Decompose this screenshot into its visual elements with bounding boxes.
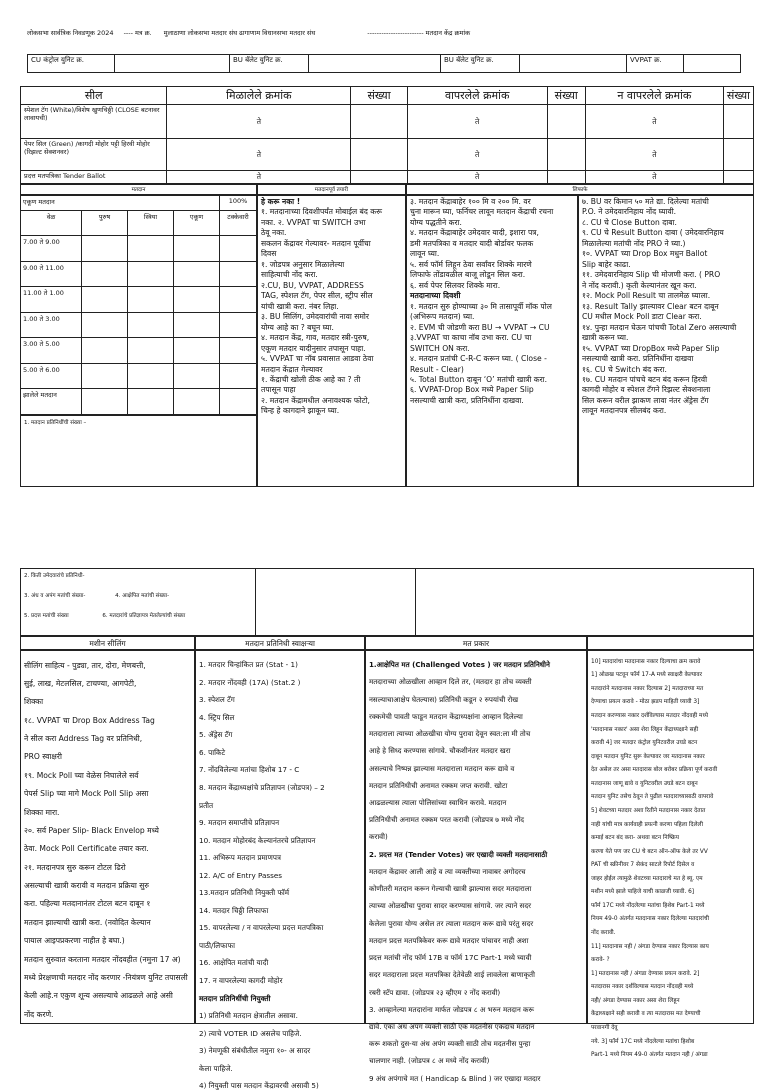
text-line: 1.आक्षेपित मत (Challenged Votes ) जर मतदान प्रतिनिधीने (369, 660, 550, 670)
text-line: ६. सर्व पेपर सिलवर शिक्के मारा. (410, 280, 501, 290)
refusal-panel (587, 650, 754, 1059)
refusal-header (587, 636, 754, 650)
text-line: मतदाराला त्याच्या ओळखीचा योग्य पुरावा देवून स्वत:ला मी तोच (369, 729, 531, 739)
agent-count-label: 1. मतदान प्रतिनिधींची संख्या – (21, 415, 256, 428)
text-line: 14. मतदार चिठ्ठी लिफाफा (199, 905, 269, 915)
text-line: फॉर्म 17C मध्ये नोंदलेल्या मतांचा हिशेब Part-1 मध्ये (591, 902, 705, 909)
female-count[interactable] (128, 261, 174, 287)
header-female: स्त्रिया (128, 211, 174, 236)
blind-challenged-row (21, 581, 255, 599)
text-line: ११. उमेदवारनिहाय Slip ची मोजणी करा. ( PRO (582, 270, 721, 280)
text-line: 1) प्रतिनिधी मतदान क्षेत्रातील असावा. (199, 1011, 298, 1021)
time-slot: 3.00 ते 5.00 (21, 338, 82, 364)
mock-poll-list (582, 197, 750, 417)
time-slot: 9.00 ते 11.00 (21, 261, 82, 287)
text-line: करावे- ? (591, 957, 610, 964)
seal-received-range[interactable]: ते (167, 171, 351, 184)
text-line: मतदानास जाणू द्यावे व युनिटवरील उघडे बटन दाबून (591, 780, 698, 787)
seal-used-range[interactable]: ते (407, 171, 547, 184)
text-line: ७. BU वर किमान ५० मते द्या. दिलेल्या मतांची (582, 197, 709, 206)
text-line: केली आहे.न एकुण शून्य असल्याचे आढळले आहे असी (24, 991, 173, 1001)
text-line: मतदान केंद्रात गेल्यावर (261, 364, 323, 374)
text-line: डमी मतपत्रिका व मतदार यादी बोर्डावर फलक (410, 238, 534, 248)
text-line: 1] मतदानास नही / अंगडा देण्यास प्रयत्न करावे. 2] (591, 970, 700, 977)
header-line (27, 28, 470, 37)
text-line: २. मतदान केंद्रामधील अनावश्यक फोटो, (261, 395, 370, 405)
text-line: खात्री करून घ्या. (582, 333, 629, 343)
table-row (21, 236, 257, 262)
total-count[interactable] (174, 236, 220, 262)
seal-header-unused: न वापरलेले क्रमांक (585, 87, 723, 105)
seal-used-count[interactable] (547, 171, 585, 184)
table-row (21, 261, 257, 287)
dont-do-list (261, 207, 402, 416)
affidavit-count: 6. मतदारांचे प्रतिज्ञापत्र मेतलेल्यांची संख्या (102, 613, 186, 619)
text-line: PAT ची स्क्रीनीवर 7 सेकंद साटले रिपोर्ट दिसेल व (591, 862, 695, 869)
text-line: 9 अंध अपंगाचे मत ( Handicap & Blind ) जर एखादा मतदार (369, 1073, 541, 1083)
male-count[interactable] (82, 236, 128, 262)
seal-header-seal: सील (21, 87, 167, 105)
text-line: देत असेल तर असा मतदारास बोल बरोबर प्रक्रिया पूर्ण करावी (591, 767, 718, 774)
seal-unused-range[interactable]: ते (585, 105, 723, 139)
percent-label: 100% (220, 196, 257, 211)
seal-table-header (21, 87, 754, 105)
text-line: रक्कमेची पावती फाडून मतदान केंद्राध्यक्षांना आव्हान दिलेल्या (369, 711, 523, 721)
seal-received-count[interactable] (351, 139, 408, 171)
vote-type-list (369, 660, 583, 1084)
dont-do-title: हे करू नका ! (261, 197, 301, 206)
text-line: नसल्याचाआक्षेप घेतल्यास) प्रतिनिधी कडून २ रुपयांची रोख (369, 694, 519, 704)
text-line: करावी) (369, 832, 388, 842)
text-line: मतदानाच्या दिवशी (410, 291, 461, 301)
text-line: 12. A/C of Entry Passes (199, 870, 283, 880)
counts-left (21, 569, 256, 635)
section-label-preparation: मतदानपूर्व तयारी (257, 184, 406, 195)
text-line: मतदान झाल्याची खात्री करा. (नवोदित केल्यान (24, 917, 151, 927)
vvpat-label: VVPAT क्र. (627, 55, 684, 73)
text-line: ठेवा. Mock Poll Certificate तयार करा. (24, 844, 149, 854)
seal-unused-count[interactable] (723, 139, 753, 171)
text-line: 11] मतदानास नही / अंगडा देण्यास नकार दिल्यास काय (591, 943, 709, 950)
seal-used-range[interactable]: ते (407, 139, 547, 171)
text-line: १८. VVPAT चा Drop Box Address Tag (24, 715, 155, 725)
text-line: पेपर्स Slip च्या मागे Mock Poll Slip असा (24, 789, 149, 799)
text-line: १९. Mock Poll च्या वेळेस निघालेले सर्व (24, 770, 139, 780)
text-line: १५. VVPAT च्या DropBox मध्ये Paper Slip (582, 343, 720, 353)
seal-received-count[interactable] (351, 105, 408, 139)
bu1-label: BU बॅलेट युनिट क्र. (230, 55, 309, 73)
text-line: 7. नोंदविलेल्या मतांचा हिशोब 17 - C (199, 765, 300, 775)
text-line: 10] मतदारांचा मतदानास नकार दिल्याचा क्रम करावे (591, 658, 701, 665)
text-line: 2) त्याचे VOTER ID असलेच पाहिजे. (199, 1028, 302, 1038)
bu2-label: BU बॅलेट युनिट क्र. (441, 55, 520, 73)
text-line: CU मधील Mock Poll डाटा Clear करा. (582, 312, 702, 322)
text-line: मध्ये प्रेरक्षणाची मतदार नोंद करणार -नियंत्रण युनिट तपासली (24, 972, 188, 982)
text-line: प्रतिनिधीची अनामत रक्कम परत करावी (जोडपत्र ७ मध्ये नोंद (369, 815, 525, 825)
text-line: नका. २. VVPAT चा SWITCH उभा (261, 217, 366, 227)
text-line: 2. मतदार नोंदवही (17A) (Stat.2 ) (199, 677, 301, 687)
text-line: ३. मतदान केंद्राबाहेर १०० मि व २०० मि. वर (410, 197, 531, 206)
text-line: २. EVM ची जोडणी करा BU → VVPAT → CU (410, 322, 550, 332)
text-line: ९. CU चे Result Button दाबा ( उमेदवारनिहाय (582, 228, 724, 238)
percent-value[interactable] (220, 363, 257, 389)
preparation-list (410, 197, 574, 406)
text-line: ४. मतदान केंद्र, गाव, मतदार स्त्री-पुरुष, (261, 333, 370, 343)
text-line: मतदान प्रतिनिधींची नियुक्ती (199, 993, 271, 1003)
text-line: लावून मतदानपत्र सीलबंद करा. (582, 406, 667, 416)
bu1-number-field[interactable] (309, 55, 441, 73)
total-count[interactable] (174, 363, 220, 389)
female-count[interactable] (128, 389, 174, 415)
text-line: सदर मतदाराला प्रदत्त मतपत्रिका देतेवेळी शाई लावलेला बाणाकृती (369, 970, 535, 980)
text-line: दाबून मतदान युनिट सुरू केल्यावर जर मतदानास नकार (591, 753, 705, 760)
text-line: ठेवू नका. (261, 228, 287, 238)
tender-votes: 5. प्रदत्त मतांची संख्या (24, 613, 69, 619)
text-line: नोंद करावी. (591, 930, 616, 937)
text-line: 4) नियुक्ती पास मतदान केंद्रावरची असावी 5) (199, 1081, 319, 1091)
percent-value[interactable] (220, 338, 257, 364)
text-line: 16. आक्षेपित मतांची यादी (199, 958, 269, 968)
vvpat-number-field[interactable] (684, 55, 741, 73)
text-line: ४. मतदान केंद्राबाहेर उमेदवार यादी, इशारा पत्र, (410, 228, 539, 238)
seal-used-count[interactable] (547, 105, 585, 139)
tender-affidavit-row (21, 599, 255, 619)
seal-received-range[interactable]: ते (167, 105, 351, 139)
text-line: 3) नेमणूकी संबंधीतील नमुना १०- अ सादर (199, 1046, 311, 1056)
female-count[interactable] (128, 312, 174, 338)
text-line: (अभिरूप मतदान) घ्या. (410, 312, 475, 322)
voting-stats-table (20, 195, 257, 415)
text-line: 5] शेवटच्या मतदार अशा रितीने मतदानास नकार देतात (591, 807, 706, 814)
text-line: शिक्का (24, 697, 44, 707)
time-slot: 11.00 ते 1.00 (21, 287, 82, 313)
text-line: १. मतदानाच्या दिवशीपर्यंत मोबाईल बंद करू (261, 207, 383, 217)
text-line: ६. VVPAT-Drop Box मध्ये Paper Slip (410, 385, 534, 395)
text-line: SWITCH ON करा. (410, 343, 470, 353)
text-line: 13.मतदान प्रतिनिधी नियुक्ती फॉर्म (199, 888, 290, 898)
section-label-envelopes: लिफाफे (406, 184, 754, 195)
male-count[interactable] (82, 363, 128, 389)
text-line: 17. न वापरलेल्या कागदी मोहोर (199, 976, 283, 986)
text-line: Slip बाहेर काढा. (582, 259, 631, 269)
text-line: 3. स्पेशल टॅग (199, 695, 235, 705)
text-line: असल्याची खात्री करावी व मतदान प्रक्रिया सुरु (24, 881, 149, 891)
agent-signatures-header: मतदान प्रतिनिधी स्वाक्षऱ्या (195, 636, 365, 650)
text-line: आढळल्यास त्याला पोलिसांच्या स्वाधिन करावे. मतदान (369, 797, 507, 807)
text-line: परवानगी देवू (591, 1024, 618, 1031)
male-count[interactable] (82, 287, 128, 313)
text-line: ५. VVPAT चा नॉब प्रवासात आडवा ठेवा (261, 354, 374, 364)
female-count[interactable] (128, 287, 174, 313)
seal-used-count[interactable] (547, 139, 585, 171)
seal-header-count-2: संख्या (547, 87, 585, 105)
text-line: 1] ओळख पटवून फॉर्म 17-A मध्ये स्वाक्षरी केल्यावर (591, 672, 703, 679)
text-line: त्याच्या ओळखीचा पुरावा सादर करण्यास सांगावे. जर त्याने सदर (369, 901, 531, 911)
text-line: नसल्याची खात्री करा, प्रतिनिधींना दाखवा. (410, 395, 524, 405)
table-row (21, 287, 257, 313)
time-slot: 5.00 ते 6.00 (21, 363, 82, 389)
text-line: सिल करून वरील झाकण लावा नंतर ॲड्रेस टॅग (582, 395, 709, 405)
male-count[interactable] (82, 389, 128, 415)
text-line: मतदान करण्यास नकार दर्शविल्यास मतदार नोंदवही मध्ये (591, 713, 709, 720)
constituency-name: मुलाठाणा लोकसभा मतदार संघ ढागाणाम विधानसभा मतदार संघ (163, 29, 316, 37)
text-line: केंद्राध्यक्षाने सही करावी व त्या मतदारास मत देण्याची (591, 1011, 701, 1018)
text-line: ८. CU चे Close Button दाबा. (582, 217, 677, 227)
text-line: मतदान प्रदत्त मतपत्रिकेवर करू द्यावे मतदार पांचावर नाही अशा (369, 935, 529, 945)
text-line: एकूण मतदार यादीनुसार तपासून पाहा. (261, 343, 366, 353)
total-count[interactable] (174, 261, 220, 287)
text-line: सकलन केंद्रावर गेल्यावर- मतदान पूर्वीचा (261, 238, 371, 248)
text-line: पायाल आइपप्रकरणा नाहीत हे बघा.) (24, 936, 125, 946)
candidate-agents-count: 2. किती उमेदवारांचे प्रतिनिधी- (24, 573, 85, 579)
text-line: 9. मतदान समाप्तीचे प्रतिज्ञापन (199, 818, 280, 828)
seal-used-range[interactable]: ते (407, 105, 547, 139)
text-line: करणा येते पण जर CU चे बटन ऑन-ऑफ केले तर VV (591, 848, 708, 855)
percent-value[interactable] (220, 389, 257, 415)
table-row (21, 363, 257, 389)
percent-value[interactable] (220, 287, 257, 313)
text-line: यांची खात्री करा. नंबर लिहा. (261, 301, 339, 311)
text-line: 6. पाकिटे (199, 747, 226, 757)
section-label-voting: मतदान (20, 184, 257, 195)
time-slot: 7.00 ते 9.00 (21, 236, 82, 262)
text-line: नियम 49-0 अंतर्गत मतदानास नकार दिलेल्या मतदारांची (591, 916, 710, 923)
header-total: एकूण (174, 211, 220, 236)
text-line: द्यावे. एका अंध अपंग व्यक्ती साठी एक मदतनीस एकदाच मतदान (369, 1022, 535, 1032)
text-line: योग्य आहे का ? बघून घ्या. (261, 322, 334, 332)
text-line: नसल्याची खात्री करा. प्रतिनिधींना दाखवा (582, 354, 694, 364)
challenged-votes: 4. आक्षेपित मतांची संख्या- (115, 593, 170, 599)
text-line: Part-1 मध्ये नियम 49-0 अंतर्गत मतदान नही / अंगडा (591, 1052, 708, 1059)
seal-header-used: वापरलेले क्रमांक (407, 87, 547, 105)
voting-stats-panel (20, 195, 257, 487)
seal-unused-range[interactable]: ते (585, 139, 723, 171)
blind-disabled-votes: 3. अंध व अपंग मतांची संख्या- (24, 593, 86, 599)
text-line: 15. वापरलेल्या / न वापरलेल्या प्रदत्त मतपत्रिका (199, 923, 324, 933)
text-line: चिन्ह हे कागदाने झाकून घ्या. (261, 406, 340, 416)
table-row (21, 338, 257, 364)
refusal-list (591, 659, 750, 1060)
text-line: लावून घ्या. (410, 249, 440, 259)
text-line: १. केंद्राची खोली ठीक आहे का ? ती (261, 374, 361, 384)
text-line: देण्याचा प्रयत्न करावे - मोठा झडप माहिती घ्यावी 3] (591, 699, 700, 706)
text-line: करावी 4] जर मतदार कंट्रोल युनिटवरील उघडे बटन (591, 740, 698, 747)
header-male: पुरुष (82, 211, 128, 236)
seal-row (21, 139, 754, 171)
text-line: करा. पहिल्या मतदानानंतर टोटल बटन दाबून १ (24, 899, 151, 909)
header-percent: टक्केवारी (220, 211, 257, 236)
election-title: लोकसभा सार्वत्रिक निवडणूक 2024 (27, 29, 114, 37)
female-count[interactable] (128, 338, 174, 364)
seal-row (21, 171, 754, 184)
text-line: दिवस (261, 249, 277, 259)
text-line: मतदान प्रतिनिधीची अनामत रक्कम जप्त करावी. खोटा (369, 780, 508, 790)
text-line: 5. ॲड्रेस टॅग (199, 730, 233, 740)
text-line: कागदी मोहोर व स्पेशल टॅगने रिझल्ट सेक्शनाला (582, 385, 711, 395)
total-count[interactable] (174, 312, 220, 338)
male-count[interactable] (82, 338, 128, 364)
cu-label: CU कंट्रोल युनिट क्र. (28, 55, 115, 73)
time-slot: झालेले मतदान (21, 389, 82, 415)
agent-signatures-panel (195, 650, 365, 1091)
text-line: करू शकतो दुस-या अंध अपंग व्यक्ती साठी तोच मदतनीस पुन्हा (369, 1039, 531, 1049)
preparation-panel (406, 195, 578, 487)
text-line: P.O. ने उमेदवारनिहाय नोंद घ्यावी. (582, 207, 677, 217)
text-line: मतदान केंद्रावर आली आहे व त्या व्यक्तीच्या नावाबर अगोदरच (369, 866, 526, 876)
text-line: ने नोंद करावी.) कृती केल्यानंतर खून करा. (582, 280, 697, 290)
seal-row-label: पेपर सिल (Green) /कागदी मोहोर पट्टी हिरवी मोहोर (रिझल्ट सेक्शनवर) (21, 139, 167, 171)
text-line: साहित्याची नोंद करा. (261, 270, 318, 280)
seal-unused-count[interactable] (723, 105, 753, 139)
seal-unused-range[interactable]: ते (585, 171, 723, 184)
text-line: २.CU, BU, VVPAT, ADDRESS (261, 280, 364, 290)
seal-row (21, 105, 754, 139)
female-count[interactable] (128, 363, 174, 389)
time-slot: 1.00 ते 3.00 (21, 312, 82, 338)
text-line: १०. VVPAT च्या Drop Box मधुन Ballot (582, 249, 708, 259)
text-line: २१. मतदानपत्र सुरु करून टोटल ढिरो (24, 862, 126, 872)
text-line: लिफाफे तोंडावळील बाजू लोडून सिल करा. (410, 270, 526, 280)
text-line: मशीन मध्ये झाले पाहिजे याची काळजी घ्यावी. 6] (591, 889, 695, 896)
cu-number-field[interactable] (115, 55, 230, 73)
percent-value[interactable] (220, 312, 257, 338)
text-line: 2. प्रदत्त मत (Tender Votes) जर एखादी व्यक्ती मतदानासाठी (369, 849, 548, 859)
total-count[interactable] (174, 287, 220, 313)
text-line: केला पाहिजे. (199, 1063, 233, 1073)
male-count[interactable] (82, 312, 128, 338)
text-line: १७. CU मतदान पांचचे बटन बंद करून हिरवी (582, 374, 708, 384)
text-line: १. जोडपत्र अनुसार मिळालेल्या (261, 259, 345, 269)
counts-blank-1[interactable] (255, 569, 416, 635)
text-line: 11. अभिरूप मतदान प्रमाणपत्र (199, 853, 281, 863)
text-line: योग्य पद्धतीने करा. (410, 217, 462, 227)
documents-list (199, 660, 361, 1091)
text-line: 3. आव्हानेल्या मतदारांना मार्फत जोडपत्र ८ अ भरुन मतदान करू (369, 1004, 534, 1014)
text-line: ४. मतदान प्रतांची C-R-C करून घ्या. ( Close - (410, 354, 547, 364)
text-line: 1. मतदार चिन्हांकित प्रत (Stat - 1) (199, 660, 298, 670)
text-line: PRO स्वाक्षरी (24, 752, 62, 762)
table-row (21, 312, 257, 338)
text-line: ने सील करा Address Tag वर प्रतिनिधी, (24, 734, 143, 744)
mock-poll-panel (578, 195, 754, 487)
counts-box (20, 568, 754, 636)
text-line: ३.VVPAT चा काचा नॉब उभा करा. CU चा (410, 333, 532, 343)
text-line: कोणीतरी मतदान करून गेल्याची खात्री झाल्यास सदर मतदाराला (369, 884, 532, 894)
percent-value[interactable] (220, 236, 257, 262)
total-count[interactable] (174, 338, 220, 364)
text-line: सुई, लाख, मेटलसिल, टाचण्या, आगपेटी, (24, 678, 137, 688)
header-dash-1: ---- मत्र क्र. (123, 29, 152, 37)
female-count[interactable] (128, 236, 174, 262)
seal-header-received: मिळालेले क्रमांक (167, 87, 351, 105)
bu2-number-field[interactable] (520, 55, 627, 73)
male-count[interactable] (82, 261, 128, 287)
text-line: 10. मतदान मोहोरबंद केल्यानंतरचे प्रतिज्ञापन (199, 835, 316, 845)
text-line: मतदान सुरुवात करताना मतदार नोंदवहीत (नमुना 17 अ) (24, 954, 181, 964)
seal-unused-count[interactable] (723, 171, 753, 184)
text-line: 4. स्ट्रिप सिल (199, 712, 235, 722)
text-line: ३. BU सिलिंग, उमेदवारांची नावा समोर (261, 312, 370, 322)
text-line: Result - Clear) (410, 364, 464, 374)
text-line: कमाई बटन बंद करा- अथवा बटन निष्क्रिय (591, 835, 679, 842)
text-line: मतदान युनिट तसेच ठेवून ते पुढील मतदाराच्यासाठी वापरावे (591, 794, 714, 801)
vote-type-header: मत प्रकार (365, 636, 587, 650)
header-time: वेळ (21, 211, 82, 236)
text-line: असल्याचे निष्पन्न झाल्यास मतदाराला मतदान करू द्यावे व (369, 763, 515, 773)
machine-sealing-header: मशीन सीलिंग (20, 636, 195, 650)
text-line: चालणार नाही. (जोडपत्र ८ अ मध्ये नोंद करावी) (369, 1056, 490, 1066)
text-line: ५. सर्व फॉर्म लिहून ठेवा सर्वांवर शिक्के मारणे (410, 259, 532, 269)
text-line: जाहर होईल त्यामुळे शेवटच्या मतदाराचे मत हे ब्यू. एम (591, 875, 703, 882)
text-line: १२. Mock Poll Result चा तालमेळ घ्याला. (582, 291, 711, 301)
text-line: 8. मतदान केंद्राध्यक्षांचे प्रतिज्ञापन (जोडपत्र) – 2 (199, 783, 325, 793)
text-line: १३. Result Tally झाल्यावर Clear बटन दाबून (582, 301, 719, 311)
total-count[interactable] (174, 389, 220, 415)
text-line: नये. 3] फॉर्म 17C मध्ये नोंदलेल्या मतांचा हिशोब (591, 1038, 695, 1045)
unit-numbers-table (27, 54, 741, 73)
seal-received-range[interactable]: ते (167, 139, 351, 171)
text-line: रबरी स्टॅप द्यावा. (जोडपत्र २३ व्हीएम २ नोंद करावी) (369, 987, 501, 997)
text-line: १. मतदान सुरु होण्याच्या ३० मि तासापूर्वी मॉक पोल (410, 301, 552, 311)
text-line: नोंद करणे. (24, 1009, 54, 1019)
text-line: मतदारास नकार दर्शविल्यास मतदान नोंदवही मध्ये (591, 984, 694, 991)
text-line: प्रदत्त मतांची नोंद फॉर्म 17B व फॉर्म 17C Part-1 मध्ये घ्यावी (369, 953, 532, 963)
text-line: मिळालेल्या मतांची नोंद PRO ने घ्या.) (582, 238, 686, 248)
table-row (21, 389, 257, 415)
text-line: १४. पुन्हा मतदान घेऊन पांचची Total Zero असल्याची (582, 322, 737, 332)
seal-row-label: स्पेशल टॅग (White)/विशेष खुणचिठ्ठी (CLOSE बटनावर लावायची) (21, 105, 167, 139)
text-line: १६. CU चे Switch बंद करा. (582, 364, 667, 374)
text-line: 'मतदानास नकार' असा शेरा लिहून केंद्राध्यक्षाने सही (591, 726, 699, 733)
seal-table (20, 86, 754, 184)
text-line: पाठी/लिफाफा (199, 940, 235, 950)
seal-row-label: प्रदत्त मतपत्रिका Tender Ballot (21, 171, 167, 184)
machine-sealing-panel (20, 650, 195, 1024)
polling-station-number: ------------------------ मतदान केंद्र क्रमांक (367, 29, 471, 37)
text-line: मतदारांने मतदानास नकार दिल्यास 2] मतदाराच्या मत (591, 685, 704, 692)
dont-do-panel (257, 195, 406, 487)
text-line: चुना मारून घ्या, फर्निचर लावून मतदान केंद्राची रचना (410, 207, 554, 217)
total-voting-label: एकूण मतदान (21, 196, 220, 211)
vote-type-panel (365, 650, 587, 1083)
text-line: TAG, स्पेशल टॅग, पेपर सील, स्ट्रीप सील (261, 291, 373, 301)
text-line: प्रतीत (199, 800, 214, 810)
percent-value[interactable] (220, 261, 257, 287)
text-line: शिक्का मारा. (24, 807, 60, 817)
text-line: २०. सर्व Paper Slip- Black Envelop मध्ये (24, 825, 159, 835)
text-line: आहे हे सिध्द करण्यास सांगावे. चौकशीनंतर मतदार खरा (369, 746, 511, 756)
text-line: नाही यांची मात्र कार्यवाही प्रयत्नी करणा पहिला दिलेली (591, 821, 703, 828)
text-line: ५. Total Button दाबून ‘O’ मतांची खात्री करा. (410, 374, 548, 384)
machine-sealing-list (24, 661, 191, 1021)
text-line: सीलिंग साहित्य - पुड्या, तार, दोरा, मेणबत्ती, (24, 660, 146, 670)
seal-header-count: संख्या (351, 87, 408, 105)
text-line: नही/ अंगडा देण्यास नकार असा शेरा लिहून (591, 997, 680, 1004)
text-line: केलेला पुरावा योग्य असेल तर त्याला मतदान करू द्यावे परंतु सदर (369, 918, 534, 928)
seal-received-count[interactable] (351, 171, 408, 184)
text-line: तपासून पाहा (261, 385, 296, 395)
seal-header-count-3: संख्या (723, 87, 753, 105)
text-line: मतदाराच्या ओळखीला आव्हान दिले तर, (मतदार हा तोच व्यक्ती (369, 677, 532, 687)
